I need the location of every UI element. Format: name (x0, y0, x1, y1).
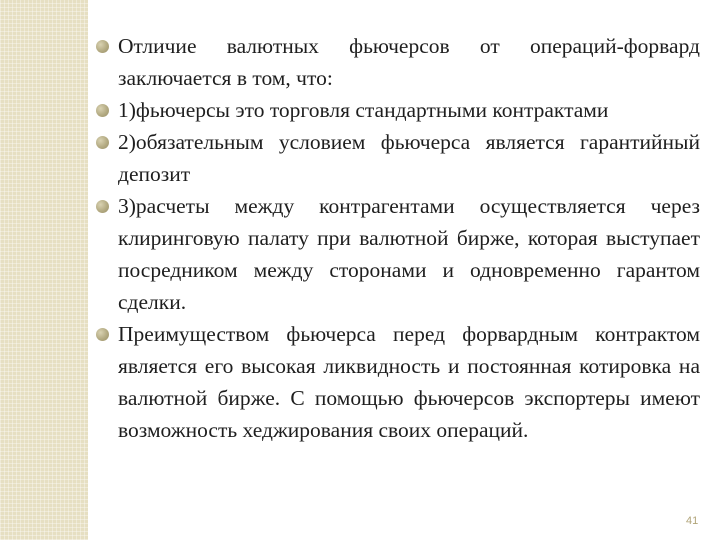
bullet-item (96, 126, 700, 190)
bullet-text: Отличие валютных фьючерсов от операций-форвард заключается в том, что: (118, 34, 700, 90)
decorative-side-strip (0, 0, 88, 540)
bullet-text: 3)расчеты между контрагентами осуществляется через клиринговую палату при валютной бирже, которая выступает посредником между сторонами и одновременно гарантом сделки. (118, 194, 700, 314)
bullet-text: 2)обязательным условием фьючерса является гарантийный депозит (118, 130, 700, 186)
bullet-item (96, 318, 700, 446)
bullet-item (96, 190, 700, 318)
bullet-item (96, 30, 700, 94)
bullet-item (96, 94, 700, 126)
bullet-dot-icon (96, 136, 109, 149)
bullet-text: 1)фьючерсы это торговля стандартными контрактами (118, 98, 609, 122)
bullet-list (96, 30, 700, 446)
page-number: 41 (686, 515, 699, 527)
bullet-dot-icon (96, 40, 109, 53)
bullet-dot-icon (96, 104, 109, 117)
bullet-dot-icon (96, 200, 109, 213)
bullet-dot-icon (96, 328, 109, 341)
bullet-text: Преимуществом фьючерса перед форвардным контрактом является его высокая ликвидность и постоянная котировка на валютной бирже. С помощью фьючерсов экспортеры имеют возможность хеджирования своих операций. (118, 322, 700, 442)
